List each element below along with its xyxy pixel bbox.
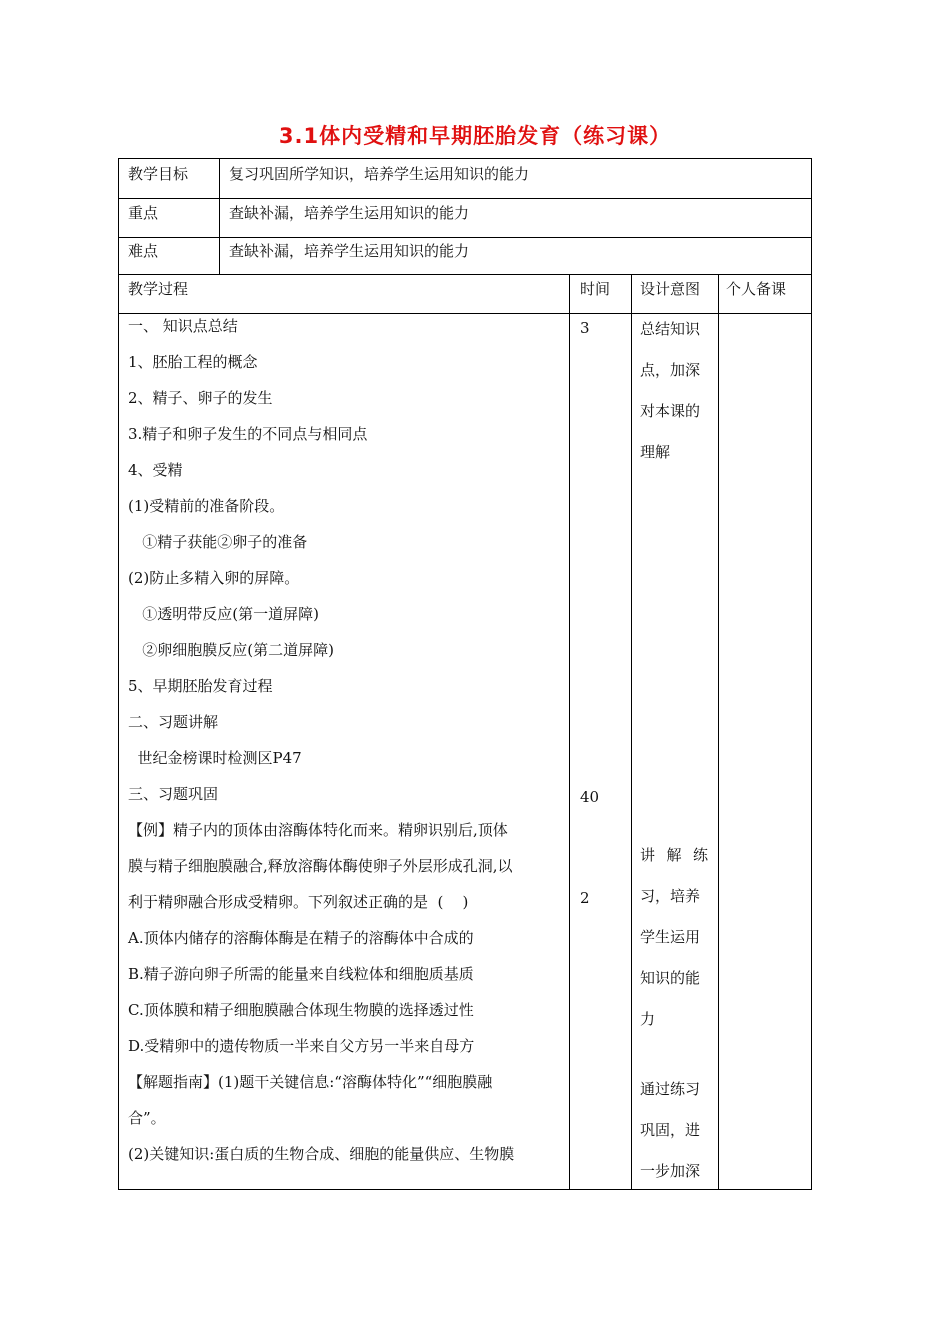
content-line: 2、精子、卵子的发生 [128,389,273,407]
key-label: 重点 [128,204,159,222]
content-line: 1、胚胎工程的概念 [128,353,258,371]
time-value: 40 [580,788,600,806]
time-header: 时间 [580,280,611,298]
personal-header: 个人备课 [726,280,787,298]
content-line: 5、早期胚胎发育过程 [128,677,273,695]
content-line: ②卵细胞膜反应(第二道屏障) [128,641,335,659]
content-line: ①透明带反应(第一道屏障) [128,605,320,623]
content-line: C.顶体膜和精子细胞膜融合体现生物膜的选择透过性 [128,1001,474,1019]
content-line: 合”。 [128,1109,166,1127]
row-divider [118,237,812,238]
content-line: B.精子游向卵子所需的能量来自线粒体和细胞质基质 [128,965,474,983]
process-header: 教学过程 [128,280,189,298]
time-value: 3 [580,319,590,337]
goal-label: 教学目标 [128,165,189,183]
content-line: 3.精子和卵子发生的不同点与相同点 [128,425,368,443]
row-divider [118,274,812,275]
label-column-divider [219,158,220,274]
content-line: 【解题指南】(1)题干关键信息:“溶酶体特化”“细胞膜融 [128,1073,493,1091]
content-line: 世纪金榜课时检测区P47 [128,749,302,767]
row-divider [118,198,812,199]
content-line: (2)防止多精入卵的屏障。 [128,569,300,587]
key-text: 查缺补漏，培养学生运用知识的能力 [229,204,470,222]
content-line: 二、习题讲解 [128,713,219,731]
content-line: 利于精卵融合形成受精卵。下列叙述正确的是 ( ) [128,893,469,911]
page-title: 3.1体内受精和早期胚胎发育（练习课） [278,124,672,148]
personal-column-divider [718,274,719,1190]
content-line: D.受精卵中的遗传物质一半来自父方另一半来自母方 [128,1037,475,1055]
content-line: 三、习题巩固 [128,785,219,803]
content-line: 一、 知识点总结 [128,317,238,335]
goal-text: 复习巩固所学知识，培养学生运用知识的能力 [229,165,530,183]
content-line: 4、受精 [128,461,183,479]
time-column-divider [569,274,570,1190]
content-line: 【例】精子内的顶体由溶酶体特化而来。精卵识别后,顶体 [128,821,508,839]
content-line: ①精子获能②卵子的准备 [128,533,308,551]
difficult-text: 查缺补漏，培养学生运用知识的能力 [229,242,470,260]
time-value: 2 [580,889,590,907]
design-header: 设计意图 [640,280,701,298]
design-column-divider [631,274,632,1190]
content-line: (1)受精前的准备阶段。 [128,497,285,515]
content-line: 膜与精子细胞膜融合,释放溶酶体酶使卵子外层形成孔洞,以 [128,857,513,875]
content-line: (2)关键知识:蛋白质的生物合成、细胞的能量供应、生物膜 [128,1145,515,1163]
difficult-label: 难点 [128,242,159,260]
process-content [128,308,566,1172]
content-line: A.顶体内储存的溶酶体酶是在精子的溶酶体中合成的 [128,929,474,947]
